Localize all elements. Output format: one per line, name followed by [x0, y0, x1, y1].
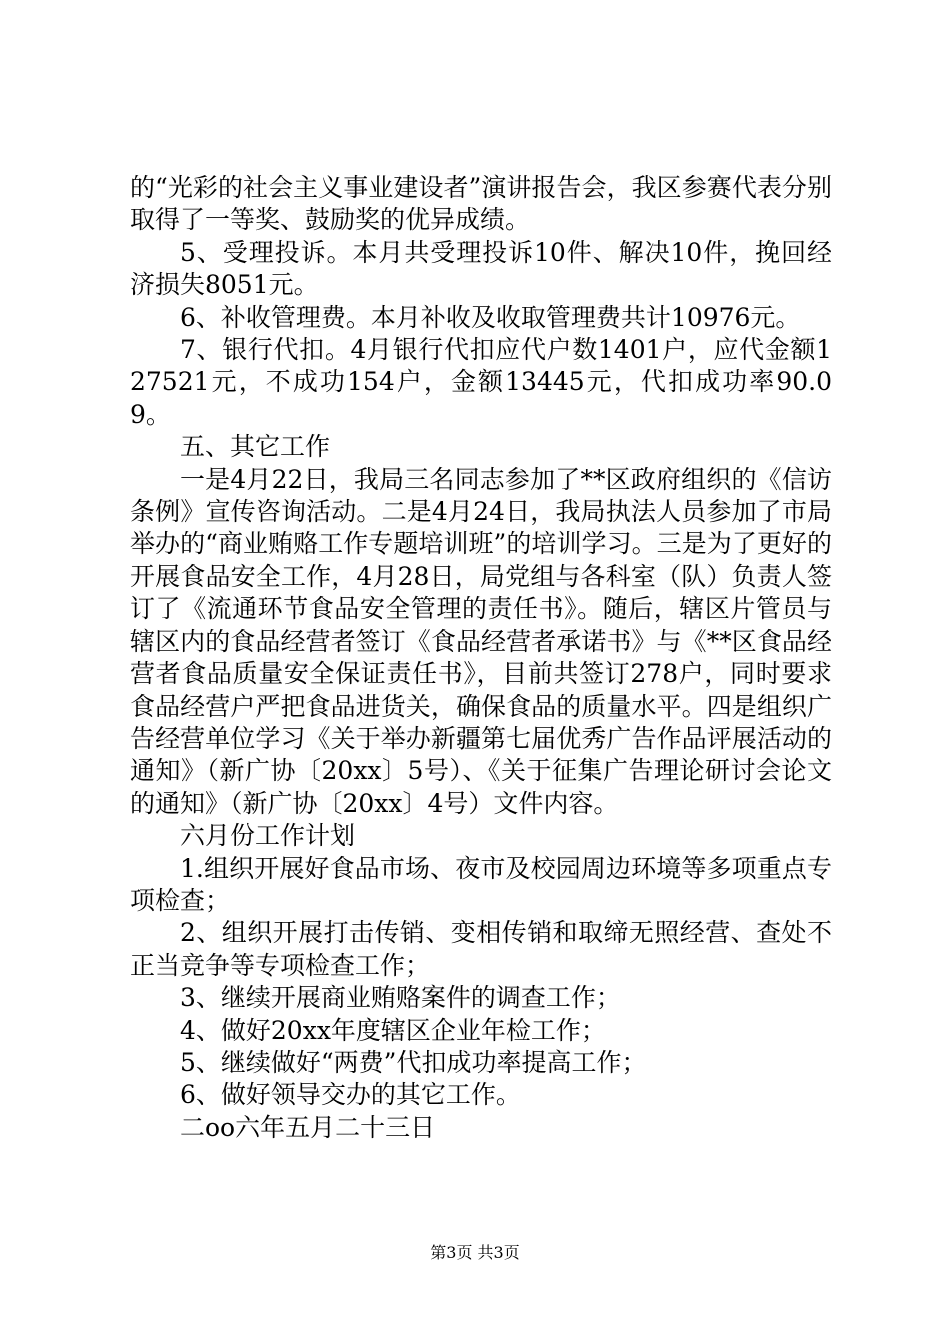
plan-item-6: 6、做好领导交办的其它工作。 [180, 1080, 521, 1110]
section-heading-june-plan: 六月份工作计划 [180, 821, 356, 851]
document-date: 二oo六年五月二十三日 [180, 1112, 436, 1142]
plan-item-5: 5、继续做好“两费”代扣成功率提高工作； [180, 1047, 647, 1077]
paragraph-other-work: 一是4月22日，我局三名同志参加了**区政府组织的《信访条例》宣传咨询活动。二是4月24日，我局执法人员参加了市局举办的“商业贿赂工作专题培训班”的培训学习。三是为了更好的开展食品安全工作，4月28日，局党组与各科室（队）负责人签订了《流通环节食品安全管理的责任书》。随后，辖区片管员与辖区内的食品经营者签订《食品经营者承诺书》与《**区食品经营者食品质量安全保证责任书》，目前共签订278户，同时要求食品经营户严把食品进货关，确保食品的质量水平。四是组织广告经营单位学习《关于举办新疆第七届优秀广告作品评展活动的通知》（新广协〔20xx〕5号）、《关于征集广告理论研讨会论文的通知》（新广协〔20xx〕4号）文件内容。 [130, 464, 832, 818]
document-body [130, 172, 832, 1144]
paragraph-bank-deduction: 7、银行代扣。4月银行代扣应代户数1401户，应代金额127521元，不成功154户，金额13445元，代扣成功率90.09。 [130, 335, 832, 429]
plan-item-4: 4、做好20xx年度辖区企业年检工作； [180, 1015, 606, 1045]
page-number-footer: 第3页 共3页 [430, 1243, 520, 1262]
plan-item-1: 1.组织开展好食品市场、夜市及校园周边环境等多项重点专项检查； [130, 853, 832, 915]
paragraph-continuation: 的“光彩的社会主义事业建设者”演讲报告会，我区参赛代表分别取得了一等奖、鼓励奖的优异成绩。 [130, 173, 832, 235]
plan-item-3: 3、继续开展商业贿赂案件的调查工作； [180, 983, 621, 1013]
section-heading-other-work: 五、其它工作 [180, 432, 331, 462]
paragraph-complaints: 5、受理投诉。本月共受理投诉10件、解决10件，挽回经济损失8051元。 [130, 237, 832, 300]
plan-item-2: 2、组织开展打击传销、变相传销和取缔无照经营、查处不正当竞争等专项检查工作； [130, 918, 832, 980]
paragraph-management-fee: 6、补收管理费。本月补收及收取管理费共计10976元。 [180, 302, 801, 332]
